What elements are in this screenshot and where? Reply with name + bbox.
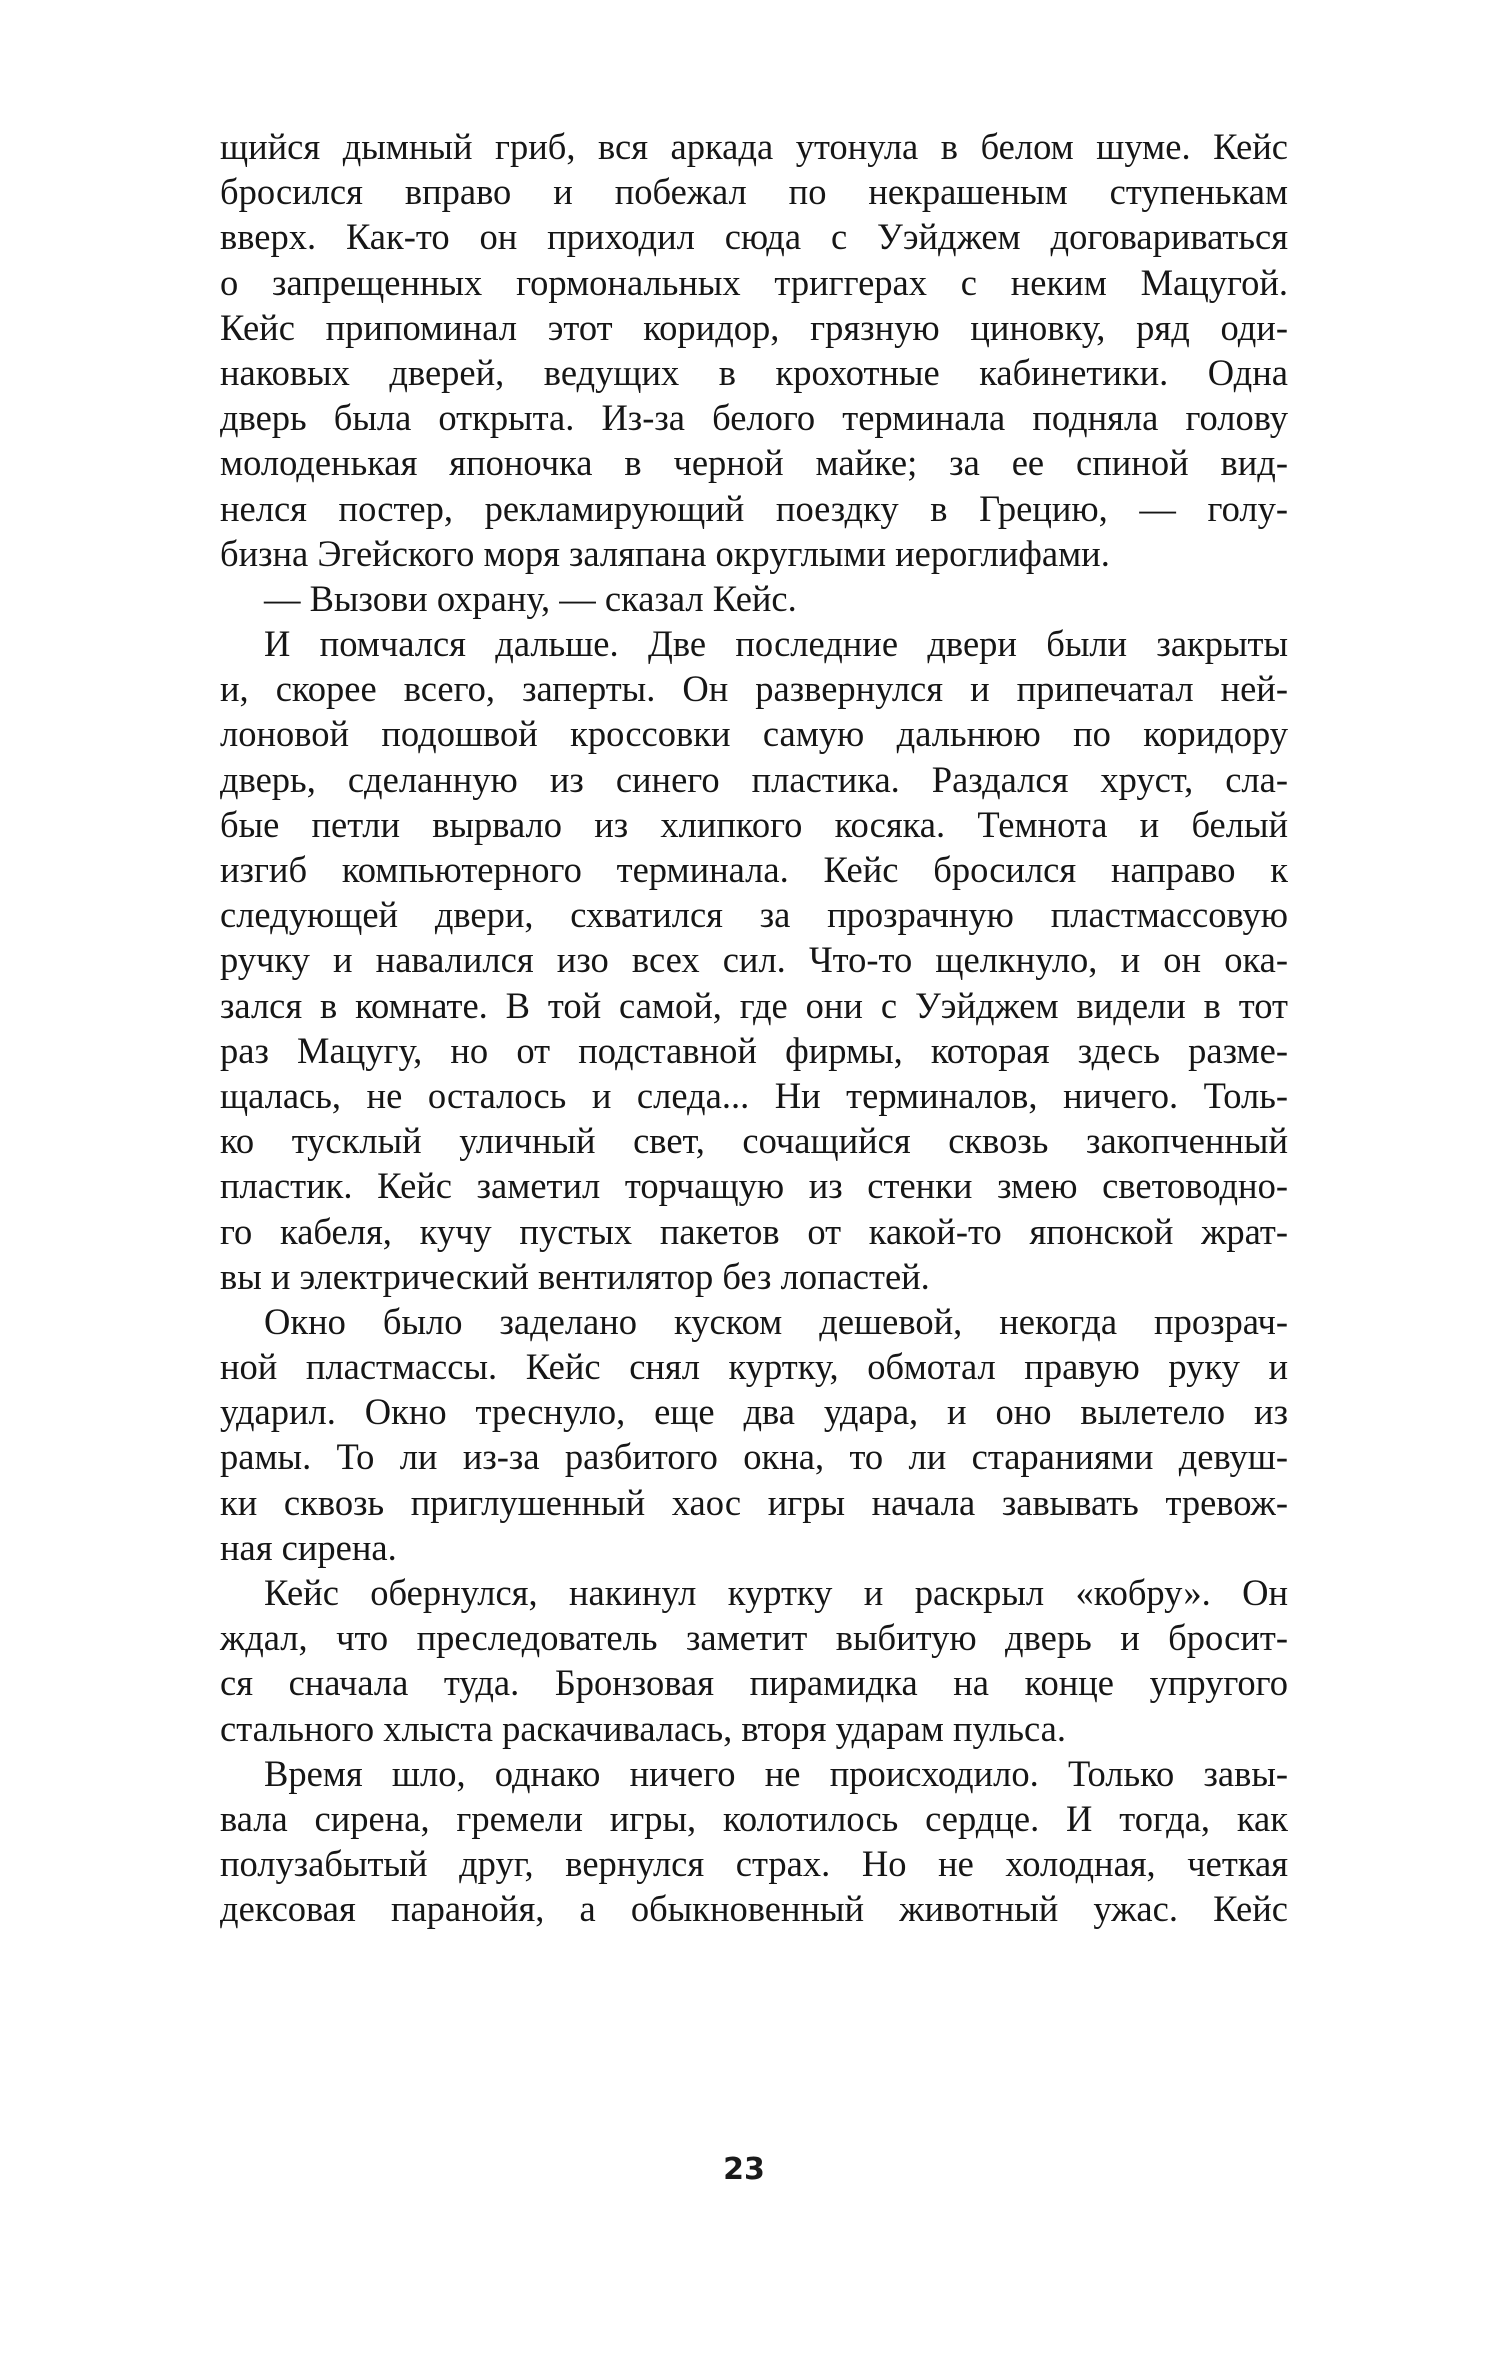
text-line: нелся постер, рекламирующий поездку в Грецию, — голу- [220,487,1288,529]
text-line: раз Мацугу, но от подставной фирмы, которая здесь разме- [220,1029,1288,1071]
text-line: дверь, сделанную из синего пластика. Раздался хруст, сла- [220,758,1288,800]
text-line: бые петли вырвало из хлипкого косяка. Темнота и белый [220,803,1288,845]
text-line: следующей двери, схватился за прозрачную пластмассовую [220,894,1288,936]
text-line: ручку и навалился изо всех сил. Что-то щелкнуло, и он ока- [220,939,1288,981]
text-line: лоновой подошвой кроссовки самую дальнюю по коридору [220,713,1288,755]
text-line: Кейс обернулся, накинул куртку и раскрыл «кобру». Он [264,1572,1288,1613]
text-line: И помчался дальше. Две последние двери были закрыты [264,623,1288,665]
text-line: вверх. Как-то он приходил сюда с Уэйджем договариваться [220,216,1288,258]
text-line: изгиб компьютерного терминала. Кейс бросился направо к [220,849,1288,890]
text-line: щалась, не осталось и следа... Ни терминалов, ничего. Толь- [220,1074,1288,1116]
text-line: Время шло, однако ничего не происходило. Только завы- [264,1752,1288,1794]
text-line: вала сирена, гремели игры, колотилось сердце. И тогда, как [220,1797,1288,1839]
body-text [220,124,1288,1932]
text-line: рамы. То ли из-за разбитого окна, то ли стараниями девуш- [220,1436,1288,1478]
text-line: наковых дверей, ведущих в крохотные кабинетики. Одна [220,351,1288,393]
text-line: бизна Эгейского моря заляпана округлыми иероглифами. [220,532,1110,574]
text-line: ки сквозь приглушенный хаос игры начала завывать тревож- [220,1481,1288,1523]
text-line: вы и электрический вентилятор без лопастей. [220,1255,930,1297]
text-line: бросился вправо и побежал по некрашеным ступенькам [220,171,1288,213]
text-line: полузабытый друг, вернулся страх. Но не холодная, четкая [220,1843,1288,1885]
text-line: — Вызови охрану, — сказал Кейс. [264,577,797,619]
text-line: дверь была открыта. Из-за белого терминала подняла голову [220,397,1288,439]
text-line: Кейс припоминал этот коридор, грязную циновку, ряд оди- [220,306,1288,348]
text-line: ударил. Окно треснуло, еще два удара, и оно вылетело из [220,1391,1288,1433]
text-line: стального хлыста раскачивалась, вторя ударам пульса. [220,1707,1066,1749]
text-line: и, скорее всего, заперты. Он развернулся и припечатал ней- [220,668,1288,710]
text-line: ной пластмассы. Кейс снял куртку, обмотал правую руку и [220,1346,1288,1388]
text-line: дексовая паранойя, а обыкновенный животный ужас. Кейс [220,1888,1288,1930]
text-line: ная сирена. [220,1526,397,1568]
text-line: ся сначала туда. Бронзовая пирамидка на конце упругого [220,1662,1288,1704]
text-line: Окно было заделано куском дешевой, некогда прозрач- [264,1300,1288,1342]
text-line: ждал, что преследователь заметит выбитую дверь и бросит- [220,1617,1288,1659]
text-line: пластик. Кейс заметил торчащую из стенки змею световодно- [220,1165,1288,1207]
text-line: щийся дымный гриб, вся аркада утонула в белом шуме. Кейс [220,126,1288,167]
page-number: 23 [723,2152,765,2187]
text-line: о запрещенных гормональных триггерах с неким Мацугой. [220,261,1288,303]
text-line: ко тусклый уличный свет, сочащийся сквозь закопченный [220,1120,1288,1162]
text-line: го кабеля, кучу пустых пакетов от какой-то японской жрат- [220,1210,1288,1252]
text-line: зался в комнате. В той самой, где они с Уэйджем видели в тот [220,984,1288,1026]
text-line: молоденькая японочка в черной майке; за ее спиной вид- [220,442,1288,484]
